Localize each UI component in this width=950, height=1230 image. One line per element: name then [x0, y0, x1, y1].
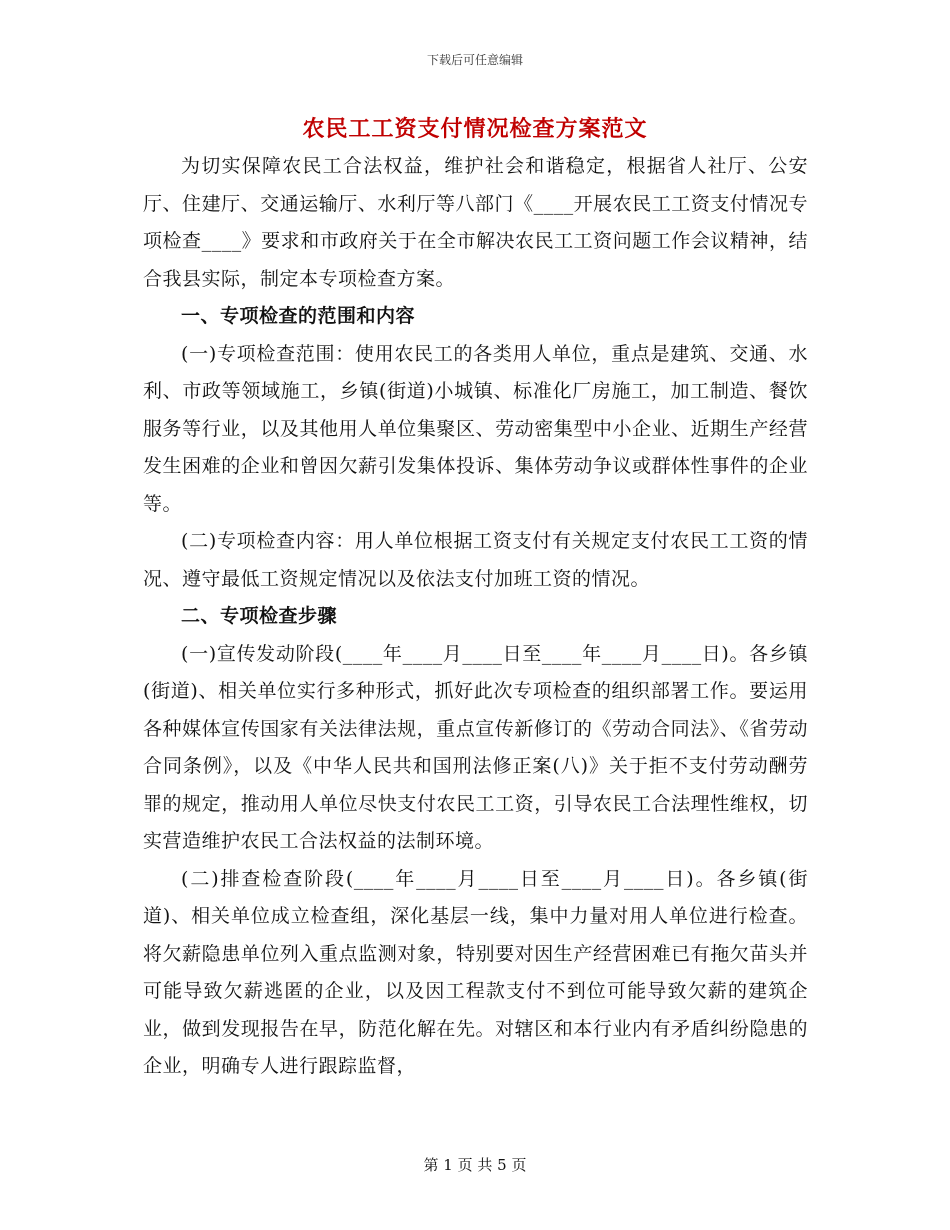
- inspection-stage-paragraph: (二)排查检查阶段(____年____月____日至____月____日)。各乡镇(街道)、相关单位成立检查组，深化基层一线，集中力量对用人单位进行检查。将欠薪隐患单位列入重点监测对象，特别要对因生产经营困难已有拖欠苗头并可能导致欠薪逃匿的企业，以及因工程款支付不到位可能导致欠薪的建筑企业，做到发现报告在早，防范化解在先。对辖区和本行业内有矛盾纠纷隐患的企业，明确专人进行跟踪监督，: [143, 867, 808, 1077]
- page-header: 下载后可任意编辑: [426, 53, 523, 67]
- section-heading-scope: 一、专项检查的范围和内容: [181, 305, 416, 327]
- publicity-stage-paragraph: (一)宣传发动阶段(____年____月____日至____年____月____日)。各乡镇(街道)、相关单位实行多种形式，抓好此次专项检查的组织部署工作。要运用各种媒体宣传国家有关法律法规，重点宣传新修订的《劳动合同法》、《省劳动合同条例》，以及《中华人民共和国刑法修正案(八)》关于拒不支付劳动酬劳罪的规定，推动用人单位尽快支付农民工工资，引导农民工合法理性维权，切实营造维护农民工合法权益的法制环境。: [143, 642, 808, 852]
- content-paragraph: (二)专项检查内容：用人单位根据工资支付有关规定支付农民工工资的情况、遵守最低工资规定情况以及依法支付加班工资的情况。: [143, 530, 808, 590]
- intro-paragraph: 为切实保障农民工合法权益，维护社会和谐稳定，根据省人社厅、公安厅、住建厅、交通运输厅、水利厅等八部门《____开展农民工工资支付情况专项检查____》要求和市政府关于在全市解决农民工工资问题工作会议精神，结合我县实际，制定本专项检查方案。: [143, 155, 808, 290]
- scope-paragraph: (一)专项检查范围：使用农民工的各类用人单位，重点是建筑、交通、水利、市政等领域施工，乡镇(街道)小城镇、标准化厂房施工，加工制造、餐饮服务等行业，以及其他用人单位集聚区、劳动密集型中小企业、近期生产经营发生困难的企业和曾因欠薪引发集体投诉、集体劳动争议或群体性事件的企业等。: [143, 342, 808, 515]
- section-heading-steps: 二、专项检查步骤: [181, 605, 338, 627]
- document-title: 农民工工资支付情况检查方案范文: [302, 116, 648, 142]
- document-body: [143, 148, 808, 1086]
- page-number: 第 1 页 共 5 页: [423, 1156, 527, 1174]
